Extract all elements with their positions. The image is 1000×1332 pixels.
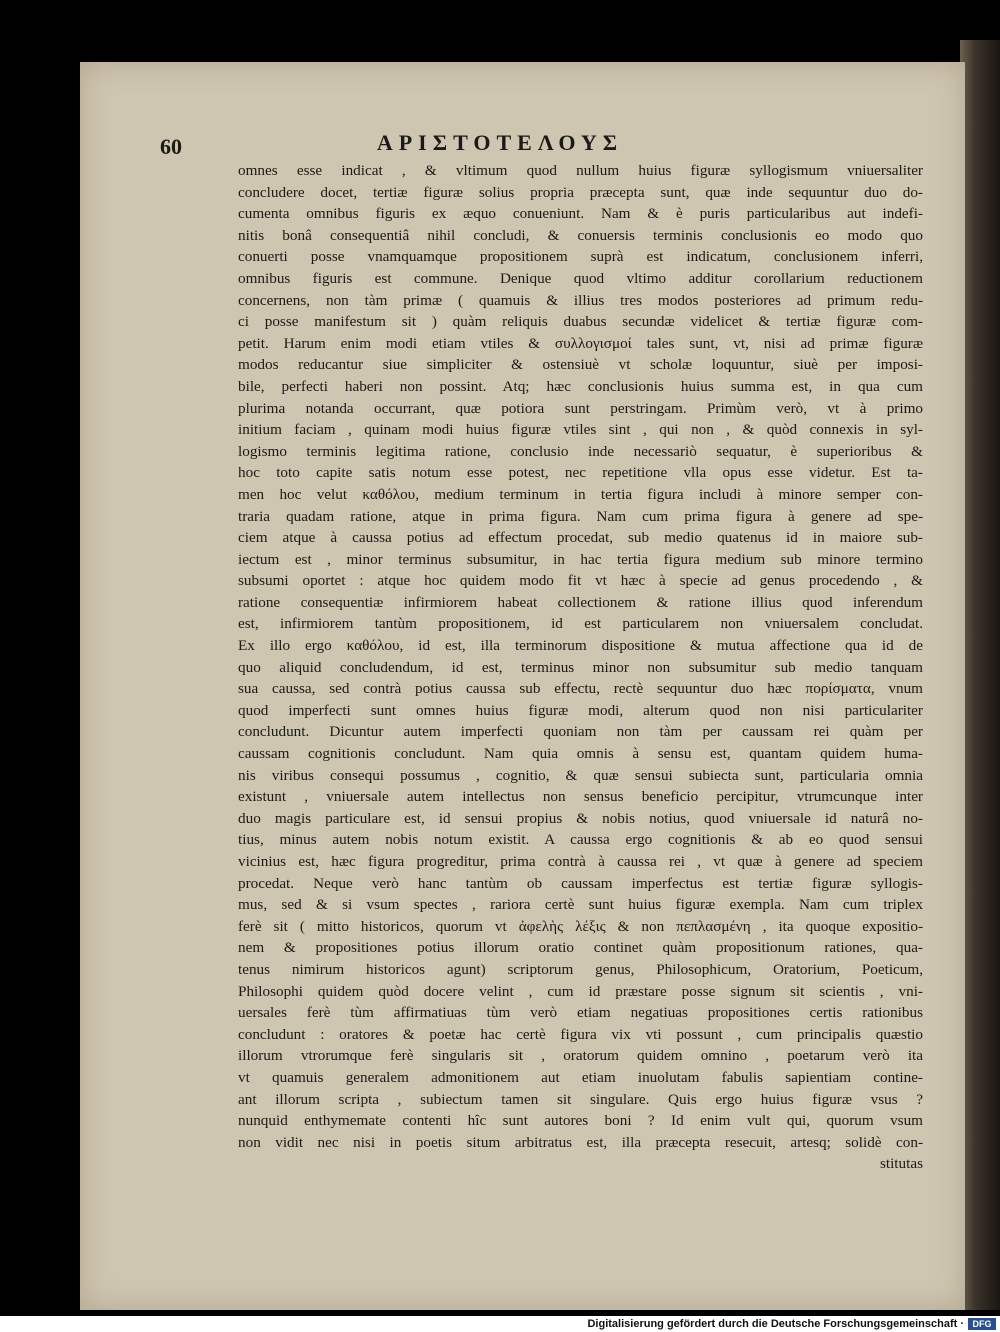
text-line: procedat. Neque verò hanc tantùm ob caussam imperfectus est tertiæ figuræ syllogis- <box>238 874 923 892</box>
funding-credit: Digitalisierung gefördert durch die Deutsche Forschungsgemeinschaft · <box>587 1318 964 1330</box>
text-line: vt quamuis generalem admonitionem aut etiam inuolutam fabulis sapientiam contine- <box>238 1068 923 1086</box>
text-line: omnes esse indicat , & vltimum quod nullum huius figuræ syllogismum vniuersaliter <box>238 162 923 179</box>
body-text <box>238 160 923 1175</box>
text-line: quo aliquid concludendum, id est, terminus minor non subsumitur sub medio tanquam <box>238 658 923 676</box>
text-line: concernens, non tàm primæ ( quamuis & illius tres modos posteriores ad primum redu- <box>238 291 923 309</box>
text-line: bile, perfecti haberi non possint. Atq; hæc conclusionis huius summa est, in qua cum <box>238 377 923 395</box>
text-line: ratione consequentiæ infirmiorem habeat collectionem & ratione illius quod inferendum <box>238 593 923 611</box>
text-line: men hoc velut καθόλου, medium terminum in tertia figura includi à minore semper con- <box>238 485 923 503</box>
text-line: caussam cognitionis concludunt. Nam quia omnis à sensu est, quantam quidem huma- <box>238 745 923 763</box>
text-line: initium faciam , quinam modi huius figuræ vtiles sint , qui non , & quòd connexis in syl- <box>238 421 923 439</box>
book-edge <box>960 40 1000 1310</box>
text-line: illorum vtrorumque ferè singularis sit , oratorum quidem omnino , poetarum verò ita <box>238 1047 923 1065</box>
text-line: quod imperfecti sunt omnes huius figuræ modi, alterum quod non nisi particulariter <box>238 701 923 719</box>
text-line: sua caussa, sed contrà potius caussa sub effectu, rectè sequuntur duo hæc πορίσματα, vnum <box>238 680 923 698</box>
text-line: nis viribus consequi possumus , cognitio, & quæ sensui subiecta sunt, particularia omnia <box>238 766 923 784</box>
text-line: uersales ferè tùm affirmatiuas tùm verò etiam negatiuas propositiones certis rationibus <box>238 1004 923 1022</box>
text-line: logismo terminis legitima ratione, conclusio inde necessariò sequatur, è superioribus & <box>238 442 923 460</box>
page-number: 60 <box>160 134 182 159</box>
text-line: petit. Harum enim modi etiam vtiles & συλλογισμοί tales sunt, vt, nisi ad primæ figuræ <box>238 334 923 352</box>
text-line: cumenta omnibus figuris ex æquo conueniunt. Nam & è puris particularibus aut indefi- <box>238 205 923 223</box>
text-line: Philosophi quidem quòd docere velint , cum id præstare posse signum sit scientis , vni- <box>238 982 923 1000</box>
dfg-logo: DFG <box>968 1318 996 1330</box>
text-line: concludunt. Dicuntur autem imperfecti quoniam non tàm per caussam rei quàm per <box>238 723 923 741</box>
text-line: ci posse manifestum sit ) quàm reliquis duabus secundæ videlicet & tertiæ figuræ com- <box>238 313 923 331</box>
text-line: Ex illo ergo καθόλου, id est, illa terminorum dispositione & mutua affectione qua id de <box>238 637 923 655</box>
text-line: non vidit nec nisi in poetis situm arbitratus est, illa præcepta resecuit, artesq; solidè con- <box>238 1133 923 1151</box>
text-line: nem & propositiones potius illorum oratio continet quàm propositionum rationes, qua- <box>238 939 923 957</box>
text-line: concludere docet, tertiæ figuræ solius propria præcepta sunt, quæ inde sequuntur duo do- <box>238 183 923 201</box>
text-line: tius, minus autem nobis notum existit. A caussa ergo cognitionis & ab eo quod sensui <box>238 831 923 849</box>
text-line: traria quadam ratione, atque in prima figura. Nam cum prima figura à genere ad spe- <box>238 507 923 525</box>
text-line: omnibus figuris est commune. Denique quod vltimo additur corollarium reductionem <box>238 269 923 287</box>
text-line: ciem atque à caussa potius ad effectum procedat, sub medio quatenus id in maiore sub- <box>238 529 923 547</box>
text-line: iectum est , minor terminus subsumitur, in hac tertia figura medium sub minore termino <box>238 550 923 568</box>
text-line: nunquid enthymemate contenti hîc sunt autores boni ? Id enim vult qui, quorum vsum <box>238 1112 923 1130</box>
text-line: conuerti posse vnamquamque propositionem suprà est indicatum, conclusionem inferri, <box>238 248 923 266</box>
text-line: existunt , vniuersale autem intellectus non sensus beneficio percipitur, vtrumcunque inter <box>238 788 923 806</box>
text-line: vicinius est, hæc figura progreditur, prima contrà à caussa rei , vt quæ à genere ad speciem <box>238 853 923 870</box>
text-line: subsumi oportet : atque hoc quidem modo fit vt hæc à specie ad genus procedendo , & <box>238 572 923 590</box>
text-line: modos reducantur siue simpliciter & ostensiuè vt scholæ loquuntur, siuè per imposi- <box>238 356 923 374</box>
text-line: nitis bonâ consequentiâ nihil concludi, & conuersis terminis conclusionis eo modo quo <box>238 226 923 244</box>
text-line: duo magis particulare est, id sensui propius & nobis notius, quod vniuersale id naturâ no- <box>238 809 923 827</box>
running-title: ΑΡΙΣΤΟΤΕΛΟΥΣ <box>376 130 624 155</box>
text-line: mus, sed & si vsum spectes , rariora certè sunt huius figuræ exempla. Nam cum triplex <box>238 896 923 914</box>
text-line: concludunt : oratores & poetæ hac certè figura vix vti possunt , cum principalis quæstio <box>238 1025 923 1043</box>
text-line: plurima notanda occurrant, quæ potiora sunt perstringam. Primùm verò, vt à primo <box>238 399 923 417</box>
catchword: stitutas <box>879 1155 923 1173</box>
text-line: ant illorum scripta , subiectum tamen sit singulare. Quis ergo huius figuræ vsus ? <box>238 1090 923 1108</box>
text-line: hoc toto capite satis notum esse potest, nec repetitione vlla opus esse videtur. Est ta- <box>238 464 923 482</box>
text-line: tenus nimirum historicos agunt) scriptorum genus, Philosophicum, Oratorium, Poeticum, <box>238 960 923 978</box>
text-line: ferè sit ( mitto historicos, quorum vt ἀφελὴς λέξις & non πεπλασμένη , ita quoque expositio- <box>238 917 923 935</box>
text-line: est, infirmiorem tantùm propositionem, id est particularem non vniuersalem concludat. <box>238 615 923 633</box>
